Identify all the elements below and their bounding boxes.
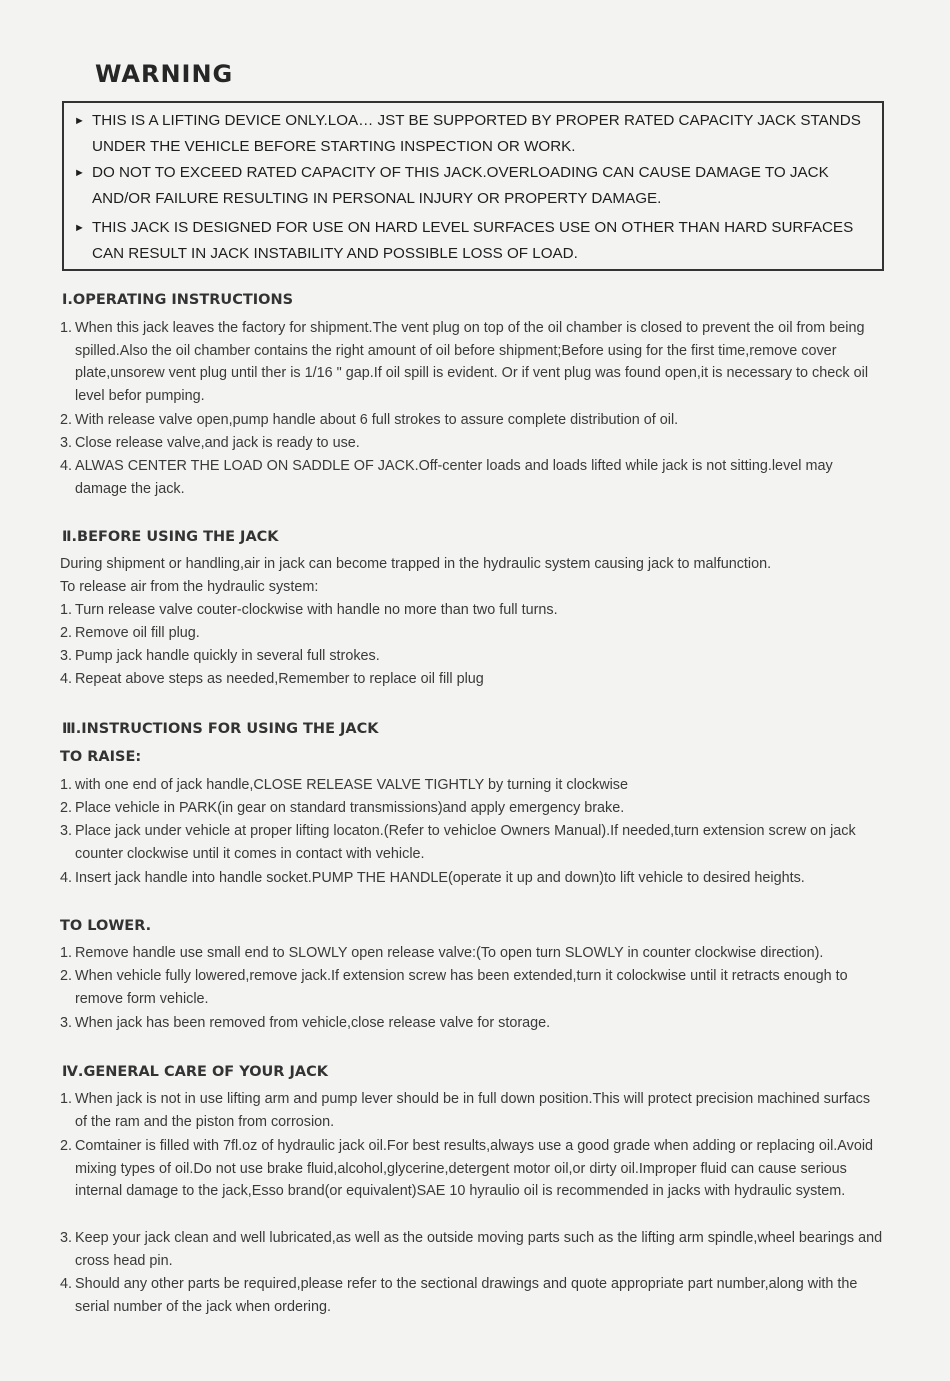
item-text: When this jack leaves the factory for shipment.The vent plug on top of the oil chamber is closed to prevent the oil from being spilled.Also the oil chamber contains the right amount of oil before shipment;Before using for the first time,remove cover plate,unsorew vent plug until ther is 1/16 " gap.If oil spill is evident. Or if vent plug was found open,it is necessary to check oil level befor pumping. <box>75 320 869 404</box>
item-text: Keep your jack clean and well lubricated,as well as the outside moving parts such as the lifting arm spindle,wheel bearings and cross head pin. <box>75 1230 883 1269</box>
item-number: 3. <box>60 1230 73 1246</box>
warning-box <box>62 101 884 271</box>
item-text: Should any other parts be required,please refer to the sectional drawings and quote appropriate part number,along with the serial number of the jack when ordering. <box>75 1276 858 1315</box>
subsection-title-lower: TO LOWER. <box>60 918 152 934</box>
item-number: 2. <box>60 412 73 428</box>
item-text: Remove handle use small end to SLOWLY open release valve:(To open turn SLOWLY in counter clockwise direction). <box>75 945 824 961</box>
item-number: 3. <box>60 435 73 451</box>
list-item <box>60 965 886 1010</box>
list-item <box>60 774 886 797</box>
section-intro: To release air from the hydraulic system: <box>60 579 319 595</box>
arrow-right-icon: ► <box>74 167 85 179</box>
item-number: 1. <box>60 945 73 961</box>
list-item <box>60 645 886 668</box>
item-number: 1. <box>60 320 73 336</box>
warning-text: THIS IS A LIFTING DEVICE ONLY.LOA… JST BE SUPPORTED BY PROPER RATED CAPACITY JACK STANDS UNDER THE VEHICLE BEFORE STARTING INSPECTION OR WORK. <box>92 112 861 155</box>
list-item <box>60 1273 886 1318</box>
item-number: 1. <box>60 777 73 793</box>
item-number: 4. <box>60 870 73 886</box>
warning-text: THIS JACK IS DESIGNED FOR USE ON HARD LEVEL SURFACES USE ON OTHER THAN HARD SURFACES CAN RESULT IN JACK INSTABILITY AND POSSIBLE LOSS OF LOAD. <box>92 219 854 262</box>
item-text: ALWAS CENTER THE LOAD ON SADDLE OF JACK.Off-center loads and loads lifted while jack is not sitting.level may damage the jack. <box>75 458 833 497</box>
section-title-operating: Ⅰ.OPERATING INSTRUCTIONS <box>62 292 294 308</box>
warning-heading: WARNING <box>95 60 234 88</box>
list-item <box>60 455 886 500</box>
item-text: When jack is not in use lifting arm and pump lever should be in full down position.This will protect precision machined surfacs of the ram and the piston from corrosion. <box>75 1091 871 1130</box>
item-number: 4. <box>60 1276 73 1292</box>
list-item <box>60 622 886 645</box>
item-number: 2. <box>60 968 73 984</box>
list-item <box>60 317 886 407</box>
item-number: 1. <box>60 602 73 618</box>
list-item <box>60 820 886 865</box>
list-item <box>60 1135 886 1203</box>
item-number: 4. <box>60 458 73 474</box>
item-number: 2. <box>60 1138 73 1154</box>
item-number: 3. <box>60 648 73 664</box>
item-text: Comtainer is filled with 7fl.oz of hydraulic jack oil.For best results,always use a good grade when adding or replacing oil.Avoid mixing types of oil.Do not use brake fluid,alcohol,glycerine,detergent motor oil,or dirty oil.Improper fluid can cause serious internal damage to the jack,Esso brand(or equivalent)SAE 10 hyraulio oil is recommended in jacks with hydraulic system. <box>75 1138 874 1199</box>
list-item <box>60 668 886 691</box>
item-text: Place jack under vehicle at proper lifting locaton.(Refer to vehicloe Owners Manual).If needed,turn extension screw on jack counter clockwise until it comes in contact with vehicle. <box>75 823 856 862</box>
list-item <box>60 409 886 432</box>
item-text: Place vehicle in PARK(in gear on standard transmissions)and apply emergency brake. <box>75 800 625 816</box>
section-title-using: Ⅲ.INSTRUCTIONS FOR USING THE JACK <box>62 721 379 737</box>
item-text: When vehicle fully lowered,remove jack.If extension screw has been extended,turn it colockwise until it retracts enough to remove form vehicle. <box>75 968 848 1007</box>
list-item <box>60 797 886 820</box>
list-item <box>60 1088 886 1133</box>
item-text: with one end of jack handle,CLOSE RELEASE VALVE TIGHTLY by turning it clockwise <box>75 777 628 793</box>
warning-item <box>74 215 876 267</box>
item-number: 4. <box>60 671 73 687</box>
item-text: With release valve open,pump handle about 6 full strokes to assure complete distribution of oil. <box>75 412 679 428</box>
section-intro: During shipment or handling,air in jack can become trapped in the hydraulic system causing jack to malfunction. <box>60 556 772 572</box>
item-number: 3. <box>60 823 73 839</box>
subsection-title-raise: TO RAISE: <box>60 749 142 765</box>
list-item <box>60 1227 886 1272</box>
list-item <box>60 599 886 622</box>
section-title-general-care: Ⅳ.GENERAL CARE OF YOUR JACK <box>62 1064 329 1080</box>
section-title-before-using: Ⅱ.BEFORE USING THE JACK <box>62 529 279 545</box>
warning-item <box>74 160 876 212</box>
item-text: Repeat above steps as needed,Remember to replace oil fill plug <box>75 671 484 687</box>
arrow-right-icon: ► <box>74 222 85 234</box>
list-item <box>60 942 886 965</box>
item-text: Remove oil fill plug. <box>75 625 200 641</box>
warning-text: DO NOT TO EXCEED RATED CAPACITY OF THIS JACK.OVERLOADING CAN CAUSE DAMAGE TO JACK AND/OR FAILURE RESULTING IN PERSONAL INJURY OR PROPERTY DAMAGE. <box>92 164 829 207</box>
list-item <box>60 1012 886 1035</box>
item-text: When jack has been removed from vehicle,close release valve for storage. <box>75 1015 551 1031</box>
item-number: 3. <box>60 1015 73 1031</box>
item-number: 1. <box>60 1091 73 1107</box>
item-text: Close release valve,and jack is ready to use. <box>75 435 360 451</box>
item-number: 2. <box>60 800 73 816</box>
list-item <box>60 867 886 890</box>
item-text: Pump jack handle quickly in several full strokes. <box>75 648 380 664</box>
item-number: 2. <box>60 625 73 641</box>
item-text: Turn release valve couter-clockwise with handle no more than two full turns. <box>75 602 558 618</box>
item-text: Insert jack handle into handle socket.PUMP THE HANDLE(operate it up and down)to lift vehicle to desired heights. <box>75 870 805 886</box>
arrow-right-icon: ► <box>74 115 85 127</box>
list-item <box>60 432 886 455</box>
warning-item <box>74 108 876 160</box>
